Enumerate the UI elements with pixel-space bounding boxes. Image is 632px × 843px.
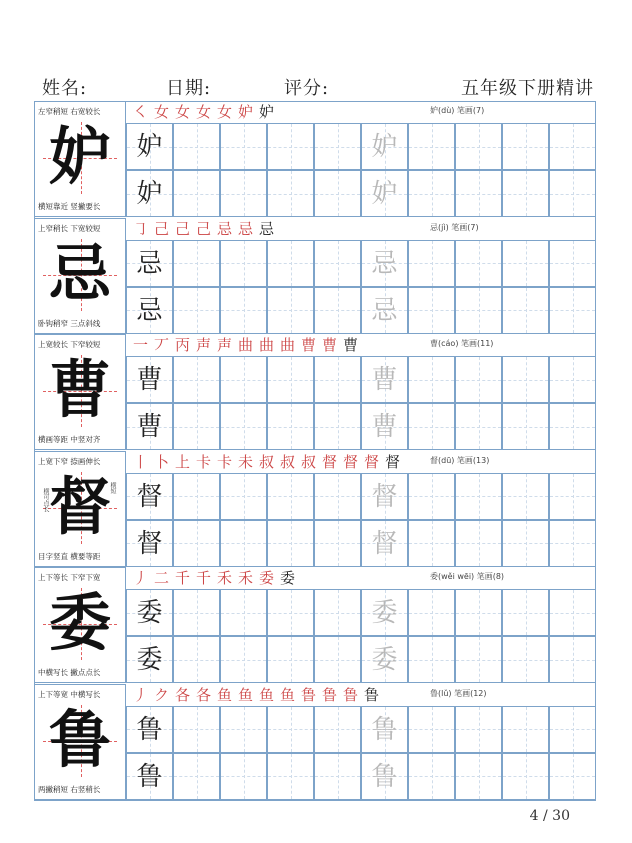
- practice-cell[interactable]: [361, 706, 408, 753]
- practice-cell[interactable]: [173, 170, 220, 217]
- practice-cell[interactable]: [408, 356, 455, 403]
- sample-character: 曹: [136, 365, 163, 395]
- writing-tip-bottom: 两撇稍短 右竖稍长: [38, 784, 101, 794]
- character-block: [34, 334, 596, 450]
- practice-cell[interactable]: [126, 403, 173, 450]
- model-character-box: [34, 101, 126, 217]
- character-block: [34, 567, 596, 683]
- practice-cell[interactable]: [361, 589, 408, 636]
- stroke-step: ク: [153, 685, 169, 704]
- practice-cell[interactable]: [173, 356, 220, 403]
- practice-cell[interactable]: [126, 287, 173, 334]
- practice-cell[interactable]: [549, 123, 596, 170]
- stroke-step: 曲: [258, 336, 274, 354]
- practice-cell[interactable]: [173, 240, 220, 287]
- stroke-order: [130, 451, 420, 473]
- stroke-step: 督: [384, 452, 400, 471]
- practice-cell[interactable]: [126, 240, 173, 287]
- stroke-step: 督: [363, 452, 379, 471]
- sample-character: 忌: [136, 248, 163, 279]
- sample-character: 鲁: [136, 761, 163, 792]
- trace-character: 鲁: [371, 714, 398, 745]
- stroke-step: 曲: [279, 336, 295, 354]
- practice-cell[interactable]: [314, 473, 361, 520]
- character-block: [34, 451, 596, 567]
- practice-cell[interactable]: [220, 403, 267, 450]
- trace-character: 鲁: [371, 761, 398, 792]
- practice-cell[interactable]: [314, 706, 361, 753]
- practice-grid: [126, 240, 596, 334]
- practice-cell[interactable]: [361, 170, 408, 217]
- practice-cell[interactable]: [267, 753, 314, 800]
- practice-cell[interactable]: [549, 287, 596, 334]
- practice-cell[interactable]: [314, 123, 361, 170]
- practice-cell[interactable]: [502, 170, 549, 217]
- practice-cell[interactable]: [361, 636, 408, 683]
- stroke-step: 卡: [195, 452, 211, 471]
- model-character: 曹: [48, 353, 111, 426]
- stroke-step: 未: [237, 452, 253, 471]
- practice-cell[interactable]: [408, 706, 455, 753]
- practice-cell[interactable]: [549, 706, 596, 753]
- stroke-step: 曹: [300, 336, 316, 354]
- stroke-step: 鲁: [363, 685, 379, 704]
- practice-cell[interactable]: [314, 636, 361, 683]
- practice-cell[interactable]: [408, 520, 455, 567]
- stroke-step: ㇆: [132, 219, 148, 238]
- character-block: [34, 684, 596, 800]
- practice-cell[interactable]: [361, 403, 408, 450]
- character-info: 鲁(lǔ) 笔画(12): [430, 688, 487, 698]
- model-character-box: [34, 451, 126, 567]
- stroke-step: 己: [153, 219, 169, 238]
- stroke-step: 己: [195, 219, 211, 238]
- practice-grid: [126, 356, 596, 450]
- stroke-step: 声: [216, 336, 232, 354]
- practice-cell[interactable]: [267, 473, 314, 520]
- practice-cell[interactable]: [267, 520, 314, 567]
- character-block: [34, 218, 596, 334]
- stroke-step: 忌: [258, 219, 274, 238]
- stroke-order: [130, 567, 420, 589]
- practice-cell[interactable]: [173, 403, 220, 450]
- model-character-box: [34, 567, 126, 683]
- practice-cell[interactable]: [408, 753, 455, 800]
- practice-cell[interactable]: [126, 636, 173, 683]
- practice-cell[interactable]: [220, 356, 267, 403]
- model-character-box: [34, 334, 126, 450]
- stroke-step: 千: [195, 569, 211, 587]
- practice-cell[interactable]: [361, 287, 408, 334]
- practice-cell[interactable]: [220, 589, 267, 636]
- practice-cell[interactable]: [314, 753, 361, 800]
- practice-cell[interactable]: [502, 589, 549, 636]
- practice-cell[interactable]: [361, 473, 408, 520]
- sample-character: 委: [136, 645, 163, 675]
- writing-tip-bottom: 中横写长 撇点点长: [38, 668, 101, 677]
- practice-cell[interactable]: [502, 706, 549, 753]
- practice-cell[interactable]: [126, 123, 173, 170]
- practice-cell[interactable]: [314, 170, 361, 217]
- practice-cell[interactable]: [455, 520, 502, 567]
- stroke-step: 女: [174, 103, 190, 121]
- practice-cell[interactable]: [549, 403, 596, 450]
- practice-cell[interactable]: [408, 403, 455, 450]
- stroke-step: 女: [216, 103, 232, 121]
- practice-cell[interactable]: [455, 473, 502, 520]
- practice-cell[interactable]: [173, 123, 220, 170]
- stroke-order: [130, 334, 420, 356]
- practice-cell[interactable]: [502, 287, 549, 334]
- stroke-step: 丿: [132, 685, 148, 704]
- stroke-step: 女: [195, 103, 211, 121]
- stroke-step: 鱼: [258, 685, 274, 704]
- stroke-step: 禾: [216, 569, 232, 587]
- trace-character: 妒: [371, 132, 398, 162]
- date-label: 日期:: [166, 78, 212, 99]
- model-character: 委: [48, 586, 111, 659]
- stroke-step: 曲: [237, 336, 253, 354]
- practice-cell[interactable]: [455, 636, 502, 683]
- practice-cell[interactable]: [549, 520, 596, 567]
- character-block: [34, 101, 596, 217]
- trace-character: 忌: [371, 295, 398, 326]
- stroke-order: [130, 101, 420, 123]
- trace-character: 曹: [371, 412, 398, 442]
- practice-cell[interactable]: [502, 520, 549, 567]
- stroke-step: 督: [321, 452, 337, 471]
- practice-sheet: [34, 101, 596, 801]
- stroke-step: 各: [174, 685, 190, 704]
- practice-cell[interactable]: [408, 589, 455, 636]
- stroke-step: 上: [174, 452, 190, 471]
- practice-cell[interactable]: [502, 403, 549, 450]
- practice-cell[interactable]: [502, 473, 549, 520]
- stroke-step: 己: [174, 219, 190, 238]
- character-info: 督(dū) 笔画(13): [430, 455, 490, 465]
- writing-tip-top: 上下等长 下窄下宽: [38, 573, 101, 582]
- practice-cell[interactable]: [361, 356, 408, 403]
- writing-tip-bottom: 目字竖直 横要等距: [38, 551, 101, 561]
- trace-character: 委: [371, 598, 398, 628]
- character-info: 忌(jì) 笔画(7): [430, 222, 479, 232]
- character-info: 委(wěi wēi) 笔画(8): [430, 572, 505, 581]
- practice-cell[interactable]: [267, 356, 314, 403]
- stroke-step: 曹: [342, 336, 358, 354]
- practice-cell[interactable]: [267, 403, 314, 450]
- worksheet-header: [38, 74, 594, 98]
- stroke-step: 女: [153, 103, 169, 121]
- page-number: 4 / 30: [529, 808, 570, 824]
- practice-cell[interactable]: [549, 356, 596, 403]
- stroke-step: 叔: [279, 452, 295, 471]
- stroke-step: 委: [258, 569, 274, 587]
- stroke-step: 丨: [132, 452, 148, 471]
- practice-cell[interactable]: [173, 636, 220, 683]
- practice-cell[interactable]: [361, 520, 408, 567]
- stroke-step: 一: [132, 336, 148, 354]
- practice-cell[interactable]: [220, 636, 267, 683]
- stroke-step: 妒: [237, 103, 253, 121]
- stroke-step: 卜: [153, 452, 169, 471]
- practice-cell[interactable]: [502, 356, 549, 403]
- writing-tip-top: 左窄稍短 右宽较长: [38, 107, 101, 116]
- practice-cell[interactable]: [314, 356, 361, 403]
- practice-cell[interactable]: [502, 636, 549, 683]
- practice-grid: [126, 589, 596, 683]
- sample-character: 曹: [136, 412, 163, 442]
- practice-cell[interactable]: [549, 636, 596, 683]
- writing-tip-top: 上宽下窄 捺画伸长: [38, 456, 101, 466]
- sample-character: 鲁: [136, 714, 163, 745]
- practice-cell[interactable]: [549, 589, 596, 636]
- practice-cell[interactable]: [126, 589, 173, 636]
- stroke-step: 鲁: [300, 685, 316, 704]
- practice-cell[interactable]: [455, 589, 502, 636]
- trace-character: 委: [371, 645, 398, 675]
- character-info: 妒(dù) 笔画(7): [430, 106, 485, 115]
- stroke-step: 各: [195, 685, 211, 704]
- practice-cell[interactable]: [220, 287, 267, 334]
- practice-cell[interactable]: [173, 589, 220, 636]
- practice-cell[interactable]: [314, 287, 361, 334]
- practice-cell[interactable]: [408, 636, 455, 683]
- stroke-step: 鱼: [216, 685, 232, 704]
- model-character: 督: [48, 469, 111, 543]
- writing-tip-top: 上下等宽 中横写长: [38, 689, 101, 699]
- sample-character: 妒: [136, 179, 163, 209]
- practice-cell[interactable]: [220, 753, 267, 800]
- stroke-step: 妒: [258, 103, 274, 121]
- practice-cell[interactable]: [455, 753, 502, 800]
- practice-cell[interactable]: [173, 706, 220, 753]
- worksheet-title: 五年级下册精讲: [461, 78, 594, 99]
- practice-cell[interactable]: [126, 473, 173, 520]
- practice-cell[interactable]: [408, 240, 455, 287]
- practice-cell[interactable]: [408, 170, 455, 217]
- practice-cell[interactable]: [455, 240, 502, 287]
- stroke-step: 鱼: [237, 685, 253, 704]
- practice-cell[interactable]: [220, 170, 267, 217]
- stroke-step: 曹: [321, 336, 337, 354]
- practice-grid: [126, 706, 596, 800]
- practice-cell[interactable]: [361, 753, 408, 800]
- practice-cell[interactable]: [220, 706, 267, 753]
- practice-cell[interactable]: [455, 287, 502, 334]
- stroke-step: 禾: [237, 569, 253, 587]
- stroke-step: 二: [153, 569, 169, 587]
- practice-cell[interactable]: [126, 520, 173, 567]
- practice-cell[interactable]: [314, 589, 361, 636]
- practice-cell[interactable]: [408, 287, 455, 334]
- stroke-step: 声: [195, 336, 211, 354]
- practice-cell[interactable]: [361, 123, 408, 170]
- stroke-step: 鲁: [342, 685, 358, 704]
- practice-cell[interactable]: [126, 706, 173, 753]
- sample-character: 委: [136, 598, 163, 628]
- practice-cell[interactable]: [267, 287, 314, 334]
- practice-cell[interactable]: [408, 123, 455, 170]
- character-info: 曹(cáo) 笔画(11): [430, 339, 494, 348]
- model-character: 鲁: [48, 702, 111, 776]
- practice-grid: [126, 473, 596, 567]
- stroke-step: ㇛: [132, 103, 148, 121]
- practice-cell[interactable]: [361, 240, 408, 287]
- practice-cell[interactable]: [173, 287, 220, 334]
- stroke-step: 忌: [216, 219, 232, 238]
- stroke-step: 叔: [258, 452, 274, 471]
- writing-tip-top: 上窄稍长 下宽较短: [38, 223, 101, 233]
- practice-cell[interactable]: [455, 706, 502, 753]
- practice-cell[interactable]: [314, 403, 361, 450]
- practice-cell[interactable]: [126, 356, 173, 403]
- stroke-order: [130, 218, 420, 240]
- writing-tip-bottom: 横画等距 中竖对齐: [38, 435, 101, 444]
- sample-character: 督: [136, 528, 163, 559]
- practice-cell[interactable]: [549, 240, 596, 287]
- stroke-step: 千: [174, 569, 190, 587]
- model-character: 妒: [48, 120, 111, 193]
- practice-cell[interactable]: [267, 589, 314, 636]
- practice-cell[interactable]: [314, 240, 361, 287]
- stroke-step: 丆: [153, 336, 169, 354]
- practice-cell[interactable]: [267, 636, 314, 683]
- practice-cell[interactable]: [314, 520, 361, 567]
- trace-character: 督: [371, 481, 398, 512]
- stroke-step: 鲁: [321, 685, 337, 704]
- practice-cell[interactable]: [455, 403, 502, 450]
- sample-character: 忌: [136, 295, 163, 326]
- practice-cell[interactable]: [173, 473, 220, 520]
- trace-character: 曹: [371, 365, 398, 395]
- practice-cell[interactable]: [220, 123, 267, 170]
- trace-character: 督: [371, 528, 398, 559]
- sample-character: 督: [136, 481, 163, 512]
- stroke-step: 委: [279, 569, 295, 587]
- practice-cell[interactable]: [549, 473, 596, 520]
- practice-cell[interactable]: [455, 123, 502, 170]
- practice-cell[interactable]: [267, 706, 314, 753]
- practice-cell[interactable]: [220, 473, 267, 520]
- trace-character: 妒: [371, 179, 398, 209]
- practice-cell[interactable]: [173, 753, 220, 800]
- stroke-step: 卡: [216, 452, 232, 471]
- practice-cell[interactable]: [126, 170, 173, 217]
- practice-cell[interactable]: [502, 240, 549, 287]
- writing-tip-top: 上宽较长 下窄较短: [38, 340, 101, 349]
- stroke-order: [130, 684, 420, 706]
- practice-cell[interactable]: [455, 170, 502, 217]
- stroke-step: 督: [342, 452, 358, 471]
- practice-cell[interactable]: [267, 240, 314, 287]
- score-label: 评分:: [284, 78, 330, 99]
- practice-cell[interactable]: [126, 753, 173, 800]
- practice-cell[interactable]: [502, 753, 549, 800]
- practice-cell[interactable]: [220, 240, 267, 287]
- model-character: 忌: [48, 236, 111, 310]
- model-character-box: [34, 684, 126, 800]
- practice-cell[interactable]: [549, 753, 596, 800]
- trace-character: 忌: [371, 248, 398, 279]
- practice-cell[interactable]: [220, 520, 267, 567]
- writing-tip-bottom: 横短靠近 竖撇要长: [38, 202, 101, 211]
- name-label: 姓名:: [42, 78, 88, 99]
- model-character-box: [34, 218, 126, 334]
- stroke-step: 忌: [237, 219, 253, 238]
- writing-tip-bottom: 卧钩稍窄 三点斜线: [38, 318, 101, 328]
- stroke-step: 丙: [174, 336, 190, 354]
- stroke-step: 鱼: [279, 685, 295, 704]
- practice-cell[interactable]: [267, 123, 314, 170]
- practice-grid: [126, 123, 596, 217]
- side-note-left: 横可点长: [42, 487, 49, 512]
- practice-cell[interactable]: [502, 123, 549, 170]
- practice-cell[interactable]: [173, 520, 220, 567]
- practice-cell[interactable]: [267, 170, 314, 217]
- sample-character: 妒: [136, 132, 163, 162]
- practice-cell[interactable]: [455, 356, 502, 403]
- stroke-step: 叔: [300, 452, 316, 471]
- practice-cell[interactable]: [408, 473, 455, 520]
- practice-cell[interactable]: [549, 170, 596, 217]
- side-note-right: 横短: [109, 481, 116, 494]
- stroke-step: 丿: [132, 569, 148, 587]
